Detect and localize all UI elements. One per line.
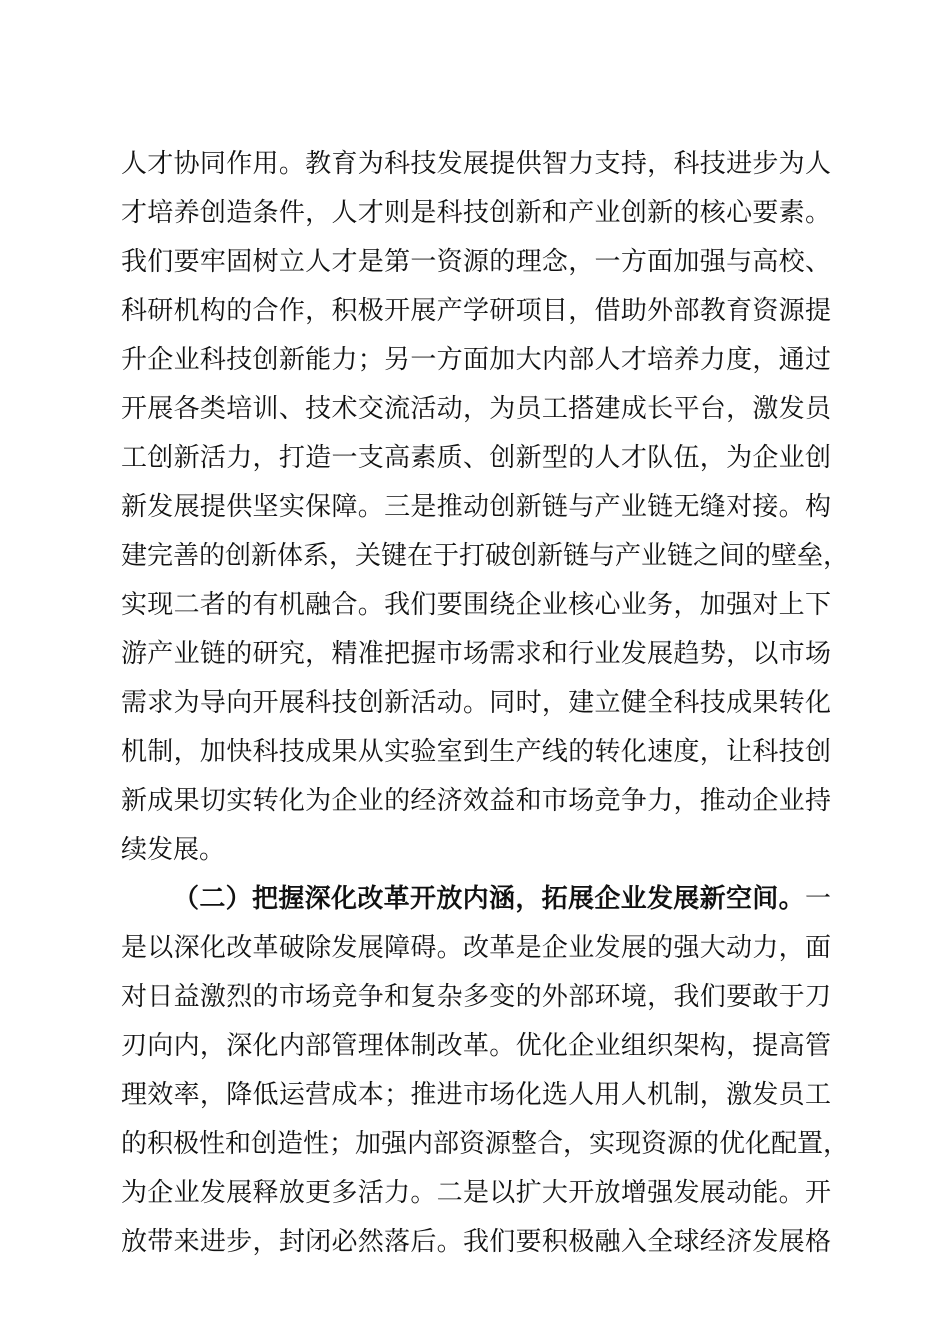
paragraph-1-line-9: 建完善的创新体系，关键在于打破创新链与产业链之间的壁垒，: [121, 541, 850, 571]
paragraph-1-line-6: 开展各类培训、技术交流活动，为员工搭建成长平台，激发员: [121, 394, 831, 424]
paragraph-1-line-7: 工创新活力，打造一支高素质、创新型的人才队伍，为企业创: [121, 443, 831, 473]
paragraph-1-line-1: 人才协同作用。教育为科技发展提供智力支持，科技进步为人: [121, 149, 831, 179]
paragraph-2-line-8: 放带来进步，封闭必然落后。我们要积极融入全球经济发展格: [121, 1227, 831, 1257]
paragraph-2-line-7: 为企业发展释放更多活力。二是以扩大开放增强发展动能。开: [121, 1178, 831, 1208]
paragraph-1-line-11: 游产业链的研究，精准把握市场需求和行业发展趋势，以市场: [121, 639, 831, 669]
paragraph-1-line-2: 才培养创造条件，人才则是科技创新和产业创新的核心要素。: [121, 198, 831, 228]
paragraph-1-line-13: 机制，加快科技成果从实验室到生产线的转化速度，让科技创: [121, 737, 831, 767]
paragraph-1-line-10: 实现二者的有机融合。我们要围绕企业核心业务，加强对上下: [121, 590, 831, 620]
paragraph-2-first-line: [173, 875, 831, 923]
paragraph-2-line-3: 对日益激烈的市场竞争和复杂多变的外部环境，我们要敢于刀: [121, 982, 831, 1012]
paragraph-2-line-5: 理效率，降低运营成本；推进市场化选人用人机制，激发员工: [121, 1080, 831, 1110]
section-heading: （二）把握深化改革开放内涵，拓展企业发展新空间。: [173, 884, 805, 914]
paragraph-1-line-12: 需求为导向开展科技创新活动。同时，建立健全科技成果转化: [121, 688, 831, 718]
paragraph-1-line-15: 续发展。: [121, 835, 226, 865]
paragraph-1-line-4: 科研机构的合作，积极开展产学研项目，借助外部教育资源提: [121, 296, 831, 326]
paragraph-1-line-3: 我们要牢固树立人才是第一资源的理念，一方面加强与高校、: [121, 247, 831, 277]
paragraph-1-line-14: 新成果切实转化为企业的经济效益和市场竞争力，推动企业持: [121, 786, 831, 816]
paragraph-2-line-6: 的积极性和创造性；加强内部资源整合，实现资源的优化配置，: [121, 1129, 850, 1159]
paragraph-1-line-8: 新发展提供坚实保障。三是推动创新链与产业链无缝对接。构: [121, 492, 831, 522]
paragraph-2-line-4: 刃向内，深化内部管理体制改革。优化企业组织架构，提高管: [121, 1031, 831, 1061]
paragraph-1-line-5: 升企业科技创新能力；另一方面加大内部人才培养力度，通过: [121, 345, 831, 375]
paragraph-2-first-line-rest: 一: [804, 884, 831, 914]
paragraph-2-line-2: 是以深化改革破除发展障碍。改革是企业发展的强大动力，面: [121, 933, 831, 963]
